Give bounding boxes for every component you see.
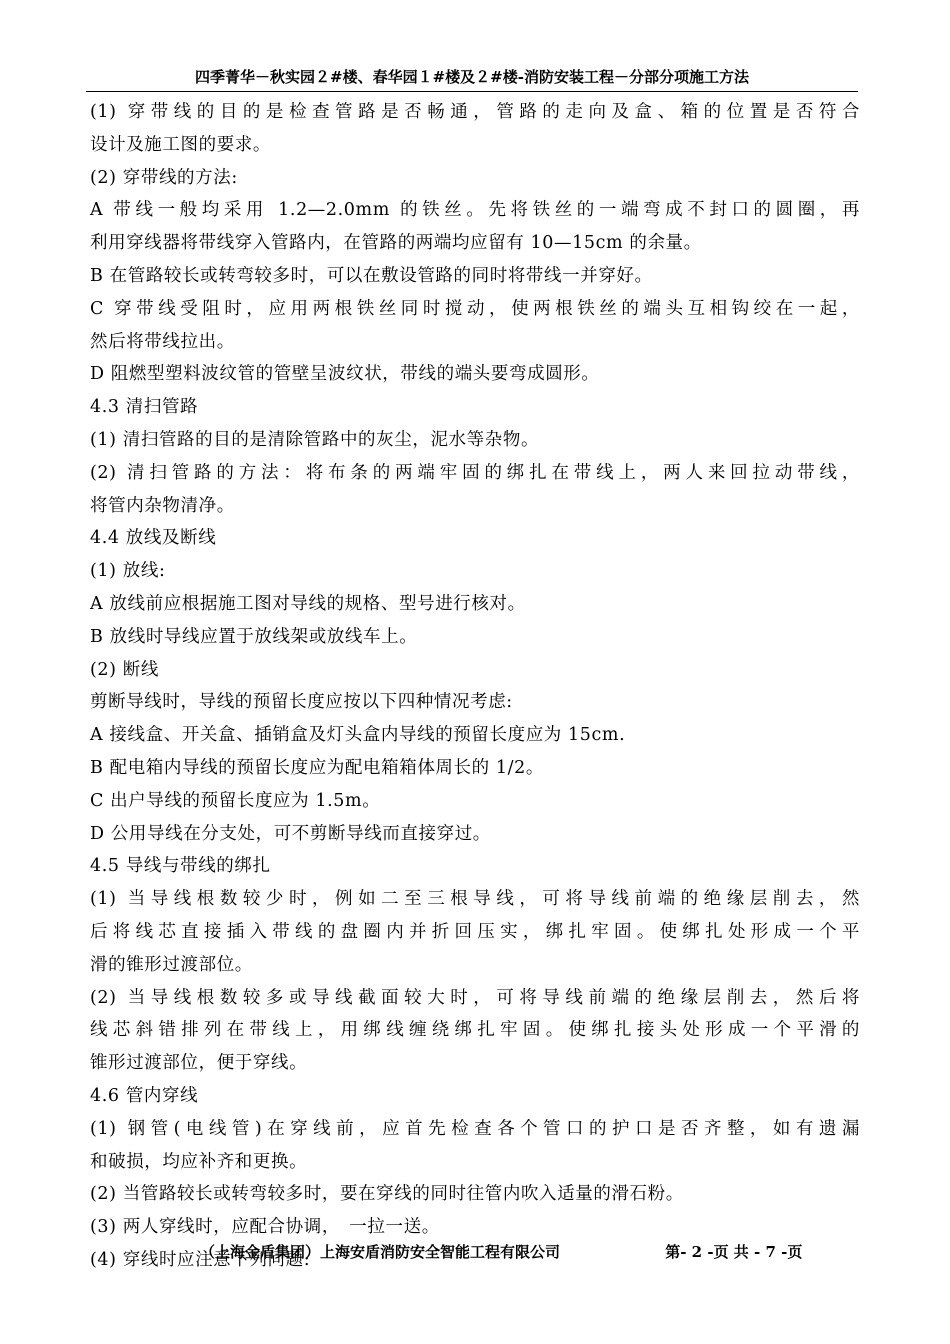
text-line: 设计及施工图的要求。 xyxy=(90,134,271,155)
text-line: B 在管路较长或转弯较多时，可以在敷设管路的同时将带线一并穿好。 xyxy=(90,265,653,286)
text-line: 4.3 清扫管路 xyxy=(90,397,199,418)
text-line: (1) 穿带线的目的是检查管路是否畅通，管路的走向及盒、箱的位置是否符合 xyxy=(90,102,860,122)
text-line: 后将线芯直接插入带线的盘圈内并折回压实，绑扎牢固。使绑扎处形成一个平 xyxy=(90,921,860,942)
text-line: (2) 穿带线的方法: xyxy=(90,167,238,188)
text-line: 然后将带线拉出。 xyxy=(90,331,235,352)
text-line: 锥形过渡部位，便于穿线。 xyxy=(90,1053,308,1074)
text-line: 滑的锥形过渡部位。 xyxy=(90,954,253,975)
text-line: 利用穿线器将带线穿入管路内，在管路的两端均应留有 10—15cm 的余量。 xyxy=(90,233,702,254)
text-line: (1) 钢管(电线管)在穿线前，应首先检查各个管口的护口是否齐整，如有遗漏 xyxy=(90,1118,860,1139)
text-line: (2) 断线 xyxy=(90,659,159,680)
text-line: 线芯斜错排列在带线上，用绑线缠绕绑扎牢固。使绑扎接头处形成一个平滑的 xyxy=(90,1020,860,1041)
text-line: 和破损，均应补齐和更换。 xyxy=(90,1151,308,1172)
text-line: B 放线时导线应置于放线架或放线车上。 xyxy=(90,626,418,647)
text-line: 4.6 管内穿线 xyxy=(90,1085,199,1106)
text-line: (4) 穿线时应注意下列问题: xyxy=(90,1249,311,1270)
text-line: (2) 清扫管路的方法：将布条的两端牢固的绑扎在带线上，两人来回拉动带线， xyxy=(90,462,860,483)
text-line: A 放线前应根据施工图对导线的规格、型号进行核对。 xyxy=(90,593,526,614)
text-line: (2) 当导线根数较多或导线截面较大时，可将导线前端的绝缘层削去，然后将 xyxy=(90,987,860,1008)
text-line: D 公用导线在分支处，可不剪断导线而直接穿过。 xyxy=(90,823,491,844)
header-divider xyxy=(86,91,858,92)
text-line: (3) 两人穿线时，应配合协调， 一拉一送。 xyxy=(90,1217,440,1238)
footer-page-number: 第- 2 -页 共 - 7 -页 xyxy=(665,1243,803,1261)
text-line: (1) 放线: xyxy=(90,561,166,582)
text-line: B 配电箱内导线的预留长度应为配电箱箱体周长的 1/2。 xyxy=(90,757,544,778)
footer-company: （上海金盾集团）上海安盾消防安全智能工程有限公司 xyxy=(200,1243,561,1261)
text-line: (2) 当管路较长或转弯较多时，要在穿线的同时往管内吹入适量的滑石粉。 xyxy=(90,1184,684,1205)
text-line: 4.5 导线与带线的绑扎 xyxy=(90,856,271,877)
text-line: D 阻燃型塑料波纹管的管壁呈波纹状，带线的端头要弯成圆形。 xyxy=(90,364,600,385)
document-body xyxy=(90,96,860,1277)
text-line: A 带线一般均采用 1.2—2.0mm 的铁丝。先将铁丝的一端弯成不封口的圆圈，再 xyxy=(90,200,860,221)
page-header: 四季菁华－秋实园２#楼、春华园１#楼及２#楼-消防安装工程－分部分项施工方法 xyxy=(195,68,749,86)
text-line: 4.4 放线及断线 xyxy=(90,528,217,549)
page-footer xyxy=(200,1240,860,1264)
text-line: C 出户导线的预留长度应为 1.5m。 xyxy=(90,790,381,811)
text-line: 将管内杂物清净。 xyxy=(90,495,235,516)
text-line: A 接线盒、开关盒、插销盒及灯头盒内导线的预留长度应为 15cm. xyxy=(90,725,626,746)
text-line: 剪断导线时，导线的预留长度应按以下四种情况考虑: xyxy=(90,692,513,713)
text-line: (1) 清扫管路的目的是清除管路中的灰尘，泥水等杂物。 xyxy=(90,429,540,450)
text-line: C 穿带线受阻时，应用两根铁丝同时搅动，使两根铁丝的端头互相钩绞在一起， xyxy=(90,298,860,319)
text-line: (1) 当导线根数较少时，例如二至三根导线，可将导线前端的绝缘层削去，然 xyxy=(90,889,860,910)
